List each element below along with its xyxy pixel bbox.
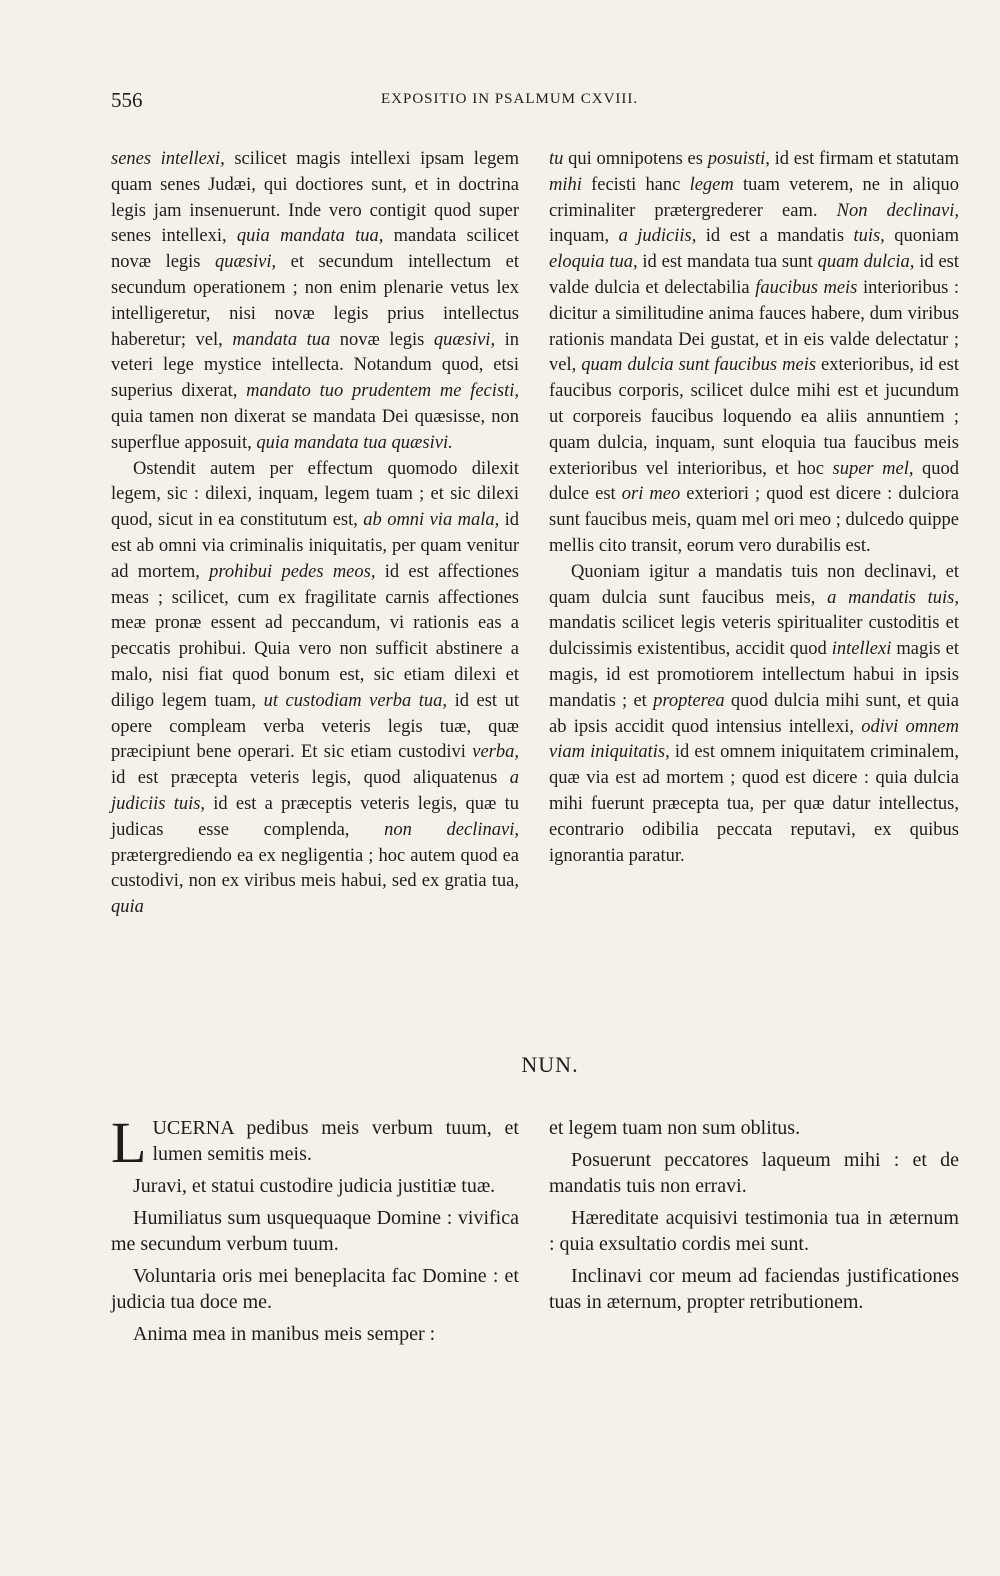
text-run: exteriori ; quod est dicere : dulciora sunt faucibus meis, quam mel ori meo ; dulcedo quippe mellis cito transit, eorum vero durabilis est.	[549, 484, 959, 556]
paragraph	[111, 457, 519, 921]
verse: Anima mea in manibus meis semper :	[133, 1323, 436, 1345]
text-run: prætergrediendo ea ex negligentia ; hoc autem quod ea custodivi, non ex viribus meis habui, sed ex gratia tua,	[111, 845, 519, 892]
verse: Posuerunt peccatores laqueum mihi : et de mandatis tuis non erravi.	[549, 1149, 959, 1197]
italic-text: quia	[111, 897, 144, 918]
italic-text: quæsivi,	[433, 329, 496, 350]
italic-text: Non declinavi,	[836, 200, 959, 221]
italic-text: faucibus meis	[755, 277, 858, 298]
text-run: interioribus : dicitur a similitudine anima fauces habere, dum viribus rationis mandata Dei gustat, et in eis valde delectatur ; vel,	[549, 277, 959, 376]
verses-right-column	[549, 1115, 959, 1321]
text-run: quoniam	[884, 226, 959, 247]
paragraph	[549, 147, 959, 560]
text-run: exterioribus, id est faucibus corporis, scilicet dulce mihi est et jucundum ut corporeis faucibus loquendo ea aliis annuntiem ; quam dulcia, inquam, sunt eloquia tua faucibus meis exterioribus vel interioribus, et hoc	[549, 355, 959, 479]
text-run: magis et magis, id est promotiorem intellectum habui in ipsis mandatis ; et	[549, 639, 959, 711]
verse: Humiliatus sum usquequaque Domine : vivifica me secundum verbum tuum.	[111, 1207, 519, 1255]
italic-text: quam dulcia sunt faucibus meis	[581, 355, 817, 376]
italic-text: mandato tuo prudentem me fecisti,	[246, 381, 519, 402]
text-run: id est a mandatis	[696, 226, 854, 247]
commentary-right-column	[549, 147, 959, 869]
running-title: EXPOSITIO IN PSALMUM CXVIII.	[381, 91, 639, 107]
text-run: quia tamen non dixerat se mandata Dei quæsisse, non superflue apposuit,	[111, 406, 519, 453]
verse: Hæreditate acquisivi testimonia tua in æternum : quia exsultatio cordis mei sunt.	[549, 1207, 959, 1255]
text-run: et secundum intellectum et secundum operationem ; non enim plenarie vetus lex intelligeretur, nisi novæ legis prius intellectus haberetur; vel,	[111, 252, 520, 350]
italic-text: tu	[549, 149, 564, 169]
page-number: 556	[111, 88, 143, 112]
italic-text: a mandatis tuis,	[827, 587, 959, 608]
italic-text: quia mandata tua quæsivi.	[256, 432, 453, 453]
italic-text: ab omni via mala,	[363, 510, 500, 531]
text-run: inquam,	[549, 226, 619, 247]
verses-left-column	[111, 1110, 519, 1353]
verse: Juravi, et statui custodire judicia justitiæ tuæ.	[133, 1175, 496, 1197]
text-run: tuam veterem, ne in aliquo criminaliter prætergrederer eam.	[549, 174, 959, 221]
text-run: novæ legis	[330, 329, 434, 350]
italic-text: legem	[689, 174, 734, 195]
italic-text: quam dulcia,	[817, 252, 915, 273]
text-run: Quoniam igitur a mandatis tuis non declinavi, et quam dulcia sunt faucibus meis,	[549, 561, 959, 608]
italic-text: mihi	[549, 174, 582, 195]
paragraph	[111, 147, 519, 457]
section-heading: NUN.	[521, 1052, 579, 1077]
italic-text: a judiciis tuis,	[111, 768, 519, 814]
text-run: id est ab omni via criminalis iniquitatis, per quam venitur ad mortem,	[111, 510, 520, 582]
text-run: quod dulcia mihi sunt, et quia ab ipsis accidit quod intensius intellexi,	[549, 690, 959, 737]
italic-text: super mel,	[832, 458, 914, 479]
running-head	[111, 88, 960, 118]
italic-text: prohibui pedes meos,	[209, 561, 376, 582]
italic-text: tuis,	[853, 226, 885, 247]
italic-text: mandata tua	[232, 329, 331, 350]
italic-text: senes intellexi,	[111, 149, 225, 169]
italic-text: ut custodiam verba tua,	[263, 690, 448, 711]
italic-text: a judiciis,	[618, 226, 697, 247]
text-run: id est valde dulcia et delectabilia	[549, 252, 959, 298]
italic-text: intellexi	[831, 639, 892, 660]
text-run: scilicet magis intellexi ipsam legem quam senes Judæi, qui doctiores sunt, et in doctrina legis jam insenuerunt. Inde vero contigit quod super senes intellexi,	[111, 149, 520, 247]
italic-text: quæsivi,	[215, 252, 277, 273]
text-run: Ostendit autem per effectum quomodo dilexit legem, sic : dilexi, inquam, legem tuam ; et sic dilexi quod, sicut in ea constitutum est,	[111, 458, 519, 531]
italic-text: verba,	[472, 742, 519, 763]
italic-text: posuisti,	[707, 149, 770, 169]
commentary-left-column	[111, 147, 519, 921]
drop-cap: L	[111, 1110, 147, 1175]
text-run: id est præcepta veteris legis, quod aliquatenus	[111, 768, 510, 789]
text-run: id est a præceptis veteris legis, quæ tu judicas esse complenda,	[111, 793, 519, 840]
paragraph	[549, 560, 959, 870]
verse: Inclinavi cor meum ad faciendas justificationes tuas in æternum, propter retributionem.	[549, 1265, 959, 1313]
text-run: in veteri lege mystice intellecta. Notandum quod, etsi superius dixerat,	[111, 329, 520, 402]
text-run: id est affectiones meas ; scilicet, cum ex fragilitate carnis affectiones meæ pronæ essent ad peccandum, vi rationis eas a peccatis prohibui. Quia vero non sufficit abstinere a malo, nisi fiat quod bonum est, sic etiam dilexi et diligo legem tuam,	[111, 561, 519, 711]
italic-text: quia mandata tua,	[236, 226, 384, 247]
text-run: id est omnem iniquitatem criminalem, quæ via est ad mortem ; quod est dicere : quia dulcia mihi fuerunt præcepta tua, per quæ datur intellectus, econtrario odibilia peccata reputavi, ex quibus ignorantia paratur.	[549, 742, 960, 866]
text-run: id est ut opere compleam verba veteris legis tuæ, quæ præcipiunt bene operari. Et sic etiam custodivi	[111, 690, 519, 763]
verse	[111, 1110, 519, 1175]
verse: Voluntaria oris mei beneplacita fac Domine : et judicia tua doce me.	[111, 1265, 519, 1313]
text-run: id est firmam et statutam	[769, 149, 959, 169]
text-run: quod dulce est	[549, 458, 959, 505]
text-run: mandata scilicet novæ legis	[111, 226, 519, 273]
text-run: fecisti hanc	[581, 174, 690, 195]
italic-text: eloquia tua,	[549, 252, 638, 273]
italic-text: propterea	[653, 690, 725, 711]
text-run: qui omnipotens es	[563, 149, 708, 169]
text-run: id est mandata tua sunt	[637, 252, 818, 273]
text-run: mandatis scilicet legis veteris spiritualiter custoditis et dulcissimis existentibus, accidit quod	[549, 613, 959, 660]
italic-text: non declinavi,	[384, 819, 519, 840]
italic-text: odivi omnem viam iniquitatis,	[549, 716, 959, 763]
italic-text: ori meo	[621, 484, 681, 505]
verse-text: UCERNA pedibus meis verbum tuum, et lumen semitis meis.	[152, 1117, 519, 1165]
verse: et legem tuam non sum oblitus.	[549, 1117, 801, 1139]
